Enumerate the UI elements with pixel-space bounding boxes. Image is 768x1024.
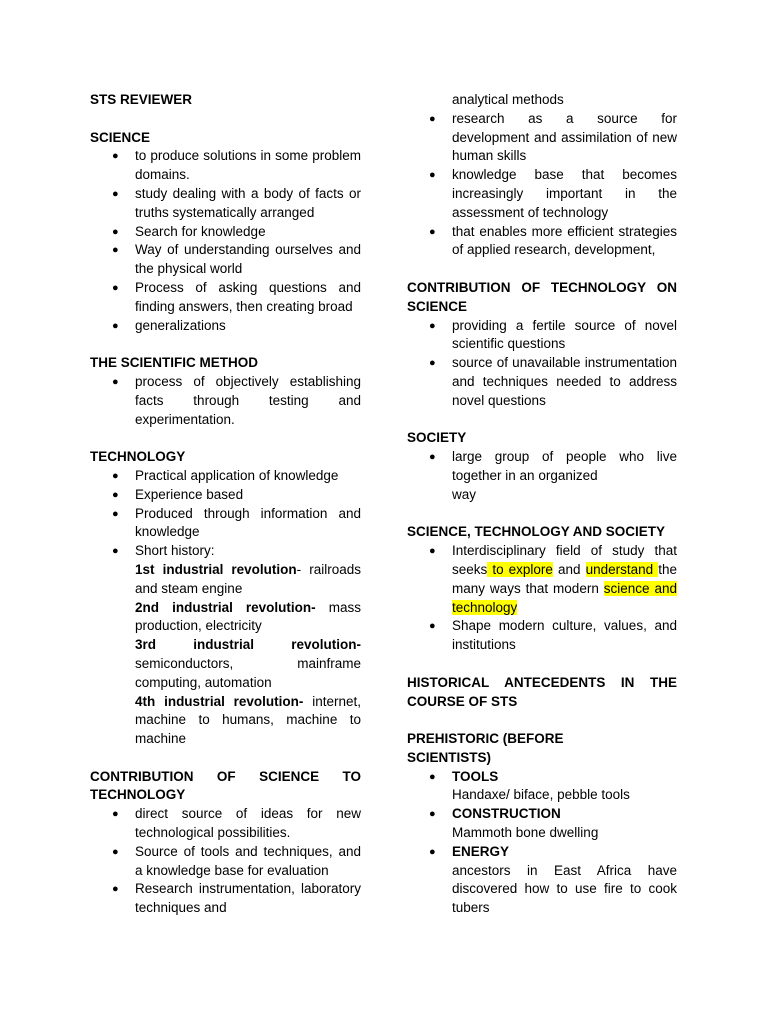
list-item: ● large group of people who live together in an organized way xyxy=(429,449,677,502)
bullet-icon: ● xyxy=(429,112,436,125)
history-item: 4th industrial revolution- internet, machine to humans, machine to machine xyxy=(135,693,362,747)
bullet-icon: ● xyxy=(112,244,119,257)
prehistoric-list xyxy=(407,768,677,918)
list-item: ● generalizations xyxy=(90,317,361,336)
list-item: ● Shape modern culture, values, and institutions xyxy=(429,618,677,653)
list-item: ● Research instrumentation, laboratory techniques and xyxy=(112,881,361,916)
bullet-icon: ● xyxy=(112,545,119,558)
list-item: ● TOOLS Handaxe/ biface, pebble tools xyxy=(429,768,630,803)
left-column xyxy=(90,91,361,918)
science-to-technology-list-continued xyxy=(407,110,677,260)
technology-on-science-list xyxy=(407,317,677,411)
list-item: ● direct source of ideas for new technological possibilities. xyxy=(112,806,361,841)
historical-antecedents-heading: HISTORICAL ANTECEDENTS IN THE COURSE OF STS xyxy=(407,674,677,709)
society-list xyxy=(407,448,677,504)
continued-text: analytical methods xyxy=(452,92,564,107)
list-item: ● Short history: xyxy=(90,542,361,561)
highlighted-text: to explore xyxy=(487,561,553,577)
bullet-icon: ● xyxy=(112,187,119,200)
list-item: ● study dealing with a body of facts or truths systematically arranged xyxy=(112,185,361,220)
sts-list xyxy=(407,542,677,655)
list-item: ● Process of asking questions and finding answers, then creating broad xyxy=(112,279,361,314)
bullet-icon: ● xyxy=(112,469,119,482)
list-item: ● Way of understanding ourselves and the physical world xyxy=(112,242,361,277)
bullet-icon: ● xyxy=(429,169,436,182)
society-heading: SOCIETY xyxy=(407,430,467,446)
list-item: ● process of objectively establishing facts through testing and experimentation. xyxy=(112,373,361,427)
bullet-icon: ● xyxy=(429,319,436,332)
bullet-icon: ● xyxy=(429,620,436,633)
highlighted-text: science and technology xyxy=(452,580,677,615)
bullet-icon: ● xyxy=(112,225,119,238)
science-to-technology-heading: CONTRIBUTION OF SCIENCE TO TECHNOLOGY xyxy=(90,768,361,803)
bullet-icon: ● xyxy=(429,808,436,821)
list-item: ● to produce solutions in some problem domains. xyxy=(112,148,361,183)
list-item: ● Experience based xyxy=(90,486,361,505)
bullet-icon: ● xyxy=(429,451,436,464)
list-item: ● CONSTRUCTION Mammoth bone dwelling xyxy=(429,806,599,841)
history-item: 2nd industrial revolution- mass production, electricity xyxy=(135,599,361,634)
list-item: ● source of unavailable instrumentation and techniques needed to address novel questions xyxy=(429,355,677,408)
bullet-icon: ● xyxy=(429,845,436,858)
bullet-icon: ● xyxy=(112,281,119,294)
highlighted-text: understand xyxy=(585,561,659,577)
bullet-icon: ● xyxy=(429,357,436,370)
bullet-icon: ● xyxy=(429,545,436,558)
list-item: ● Source of tools and techniques, and a knowledge base for evaluation xyxy=(112,843,361,878)
bullet-icon: ● xyxy=(112,375,119,388)
bullet-icon: ● xyxy=(112,150,119,163)
bullet-icon: ● xyxy=(112,507,119,520)
history-item: 1st industrial revolution- railroads and steam engine xyxy=(135,561,361,596)
bullet-icon: ● xyxy=(112,488,119,501)
sts-heading: SCIENCE, TECHNOLOGY AND SOCIETY xyxy=(407,524,666,540)
history-item: 3rd industrial revolution- semiconductors, mainframe computing, automation xyxy=(135,637,361,690)
science-heading: SCIENCE xyxy=(90,129,151,145)
list-item: ● research as a source for development and assimilation of new human skills xyxy=(429,110,677,164)
technology-list xyxy=(90,467,361,561)
bullet-icon: ● xyxy=(429,770,436,783)
science-list xyxy=(90,147,361,335)
bullet-icon: ● xyxy=(112,319,119,332)
technology-heading: TECHNOLOGY xyxy=(90,449,186,465)
bullet-icon: ● xyxy=(429,225,436,238)
technology-on-science-heading: CONTRIBUTION OF TECHNOLOGY ON SCIENCE xyxy=(407,279,677,314)
list-item: ● knowledge base that becomes increasingly important in the assessment of technology xyxy=(429,167,677,220)
right-column xyxy=(407,91,677,918)
bullet-icon: ● xyxy=(112,883,119,896)
list-item: ● Produced through information and knowledge xyxy=(112,505,361,540)
bullet-icon: ● xyxy=(112,845,119,858)
prehistoric-heading: PREHISTORIC (BEFORE SCIENTISTS) xyxy=(407,731,564,765)
scientific-method-list xyxy=(90,373,361,429)
list-item: ● that enables more efficient strategies of applied research, development, xyxy=(429,223,677,258)
scientific-method-heading: THE SCIENTIFIC METHOD xyxy=(90,355,258,371)
list-item: ● Practical application of knowledge xyxy=(90,467,361,486)
science-to-technology-list xyxy=(90,805,361,918)
list-item: ● Interdisciplinary field of study that seeks to explore and understand the many ways that modern science and technology xyxy=(429,543,677,615)
document-title: STS REVIEWER xyxy=(90,92,193,107)
list-item: ● ENERGY ancestors in East Africa have discovered how to use fire to cook tubers xyxy=(429,843,677,916)
list-item: ● providing a fertile source of novel scientific questions xyxy=(429,317,677,352)
bullet-icon: ● xyxy=(112,808,119,821)
list-item: ● Search for knowledge xyxy=(90,223,361,242)
